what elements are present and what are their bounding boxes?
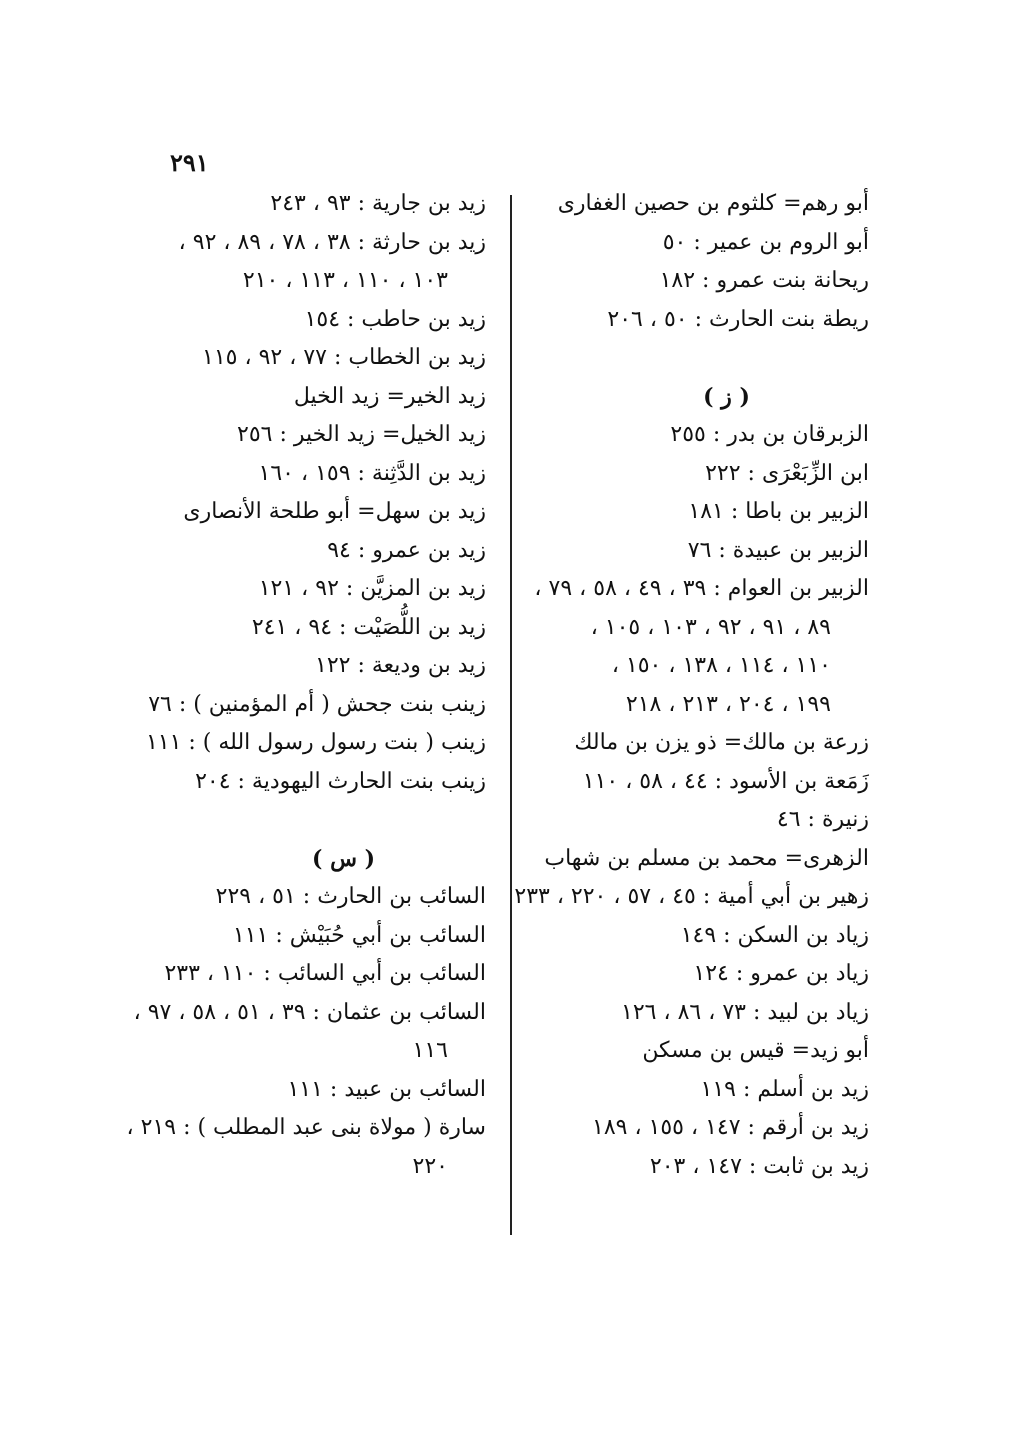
- index-column-right: [514, 185, 869, 1186]
- index-entry: زيد بن ثابت : ١٤٧ ، ٢٠٣: [649, 1153, 869, 1179]
- section-heading: ( س ): [312, 845, 375, 872]
- index-entry-continuation: ٨٩ ، ٩١ ، ٩٢ ، ١٠٣ ، ١٠٥ ،: [590, 614, 831, 640]
- section-heading: ( ز ): [703, 383, 750, 410]
- index-entry: الزبرقان بن بدر : ٢٥٥: [670, 422, 869, 447]
- index-entry: ريحانة بنت عمرو : ١٨٢: [659, 268, 869, 293]
- index-entry: الزبير بن عبيدة : ٧٦: [687, 537, 869, 563]
- column-divider: [510, 195, 512, 1235]
- index-entry: أبو رهم= كلثوم بن حصين الغفارى: [557, 191, 869, 216]
- index-entry: زيد بن جارية : ٩٣ ، ٢٤٣: [270, 191, 486, 216]
- index-entry-continuation: ١١٠ ، ١١٤ ، ١٣٨ ، ١٥٠ ،: [611, 653, 831, 678]
- index-entry: ابن الزِّبَعْرَى : ٢٢٢: [705, 460, 869, 486]
- index-entry: زيد بن وديعة : ١٢٢: [315, 653, 486, 678]
- index-entry: زهير بن أبي أمية : ٤٥ ، ٥٧ ، ٢٢٠ ، ٢٣٣: [514, 884, 869, 909]
- index-entry-continuation: ١٠٣ ، ١١٠ ، ١١٣ ، ٢١٠: [242, 268, 448, 293]
- index-entry: أبو زيد= قيس بن مسكن: [642, 1038, 869, 1063]
- index-entry: ريطة بنت الحارث : ٥٠ ، ٢٠٦: [607, 306, 869, 332]
- index-entry: زيد بن المزيَّن : ٩٢ ، ١٢١: [258, 576, 486, 601]
- index-entry: زيد بن سهل= أبو طلحة الأنصارى: [183, 499, 486, 524]
- index-entry: زينب ( بنت رسول رسول الله ) : ١١١: [145, 730, 486, 755]
- index-entry: زَمَعة بن الأسود : ٤٤ ، ٥٨ ، ١١٠: [582, 768, 869, 794]
- index-entry: زنيرة : ٤٦: [776, 807, 869, 832]
- index-entry: زيد الخيل= زيد الخير : ٢٥٦: [237, 422, 486, 447]
- index-entry: الزهرى= محمد بن مسلم بن شهاب: [544, 845, 869, 871]
- index-entry: زياد بن لبيد : ٧٣ ، ٨٦ ، ١٢٦: [621, 999, 869, 1025]
- index-entry: السائب بن عبيد : ١١١: [287, 1076, 486, 1102]
- index-entry: زيد الخير= زيد الخيل: [293, 383, 486, 409]
- index-entry-continuation: ١١٦: [412, 1038, 448, 1063]
- index-entry: زرعة بن مالك= ذو يزن بن مالك: [574, 730, 869, 755]
- index-entry-continuation: ١٩٩ ، ٢٠٤ ، ٢١٣ ، ٢١٨: [625, 691, 831, 717]
- index-entry: زيد بن أسلم : ١١٩: [700, 1076, 869, 1102]
- index-entry: السائب بن عثمان : ٣٩ ، ٥١ ، ٥٨ ، ٩٧ ،: [133, 999, 486, 1025]
- index-column-left: [126, 185, 486, 1186]
- index-entry: زيد بن أرقم : ١٤٧ ، ١٥٥ ، ١٨٩: [592, 1115, 869, 1140]
- index-entry: السائب بن الحارث : ٥١ ، ٢٢٩: [215, 884, 486, 909]
- page-number: ٢٩١: [170, 148, 209, 177]
- index-entry: زينب بنت الحارث اليهودية : ٢٠٤: [195, 768, 486, 794]
- index-entry-continuation: ٢٢٠: [412, 1153, 448, 1179]
- index-entry: زيد بن الخطاب : ٧٧ ، ٩٢ ، ١١٥: [202, 345, 486, 370]
- index-entry: زياد بن عمرو : ١٢٤: [693, 961, 869, 986]
- index-entry: زيد بن الدَّثِنة : ١٥٩ ، ١٦٠: [258, 460, 486, 486]
- index-entry: أبو الروم بن عمير : ٥٠: [662, 229, 869, 255]
- index-entry: زيد بن عمرو : ٩٤: [327, 537, 486, 563]
- index-entry: السائب بن أبي السائب : ١١٠ ، ٢٣٣: [164, 961, 486, 986]
- index-entry: زياد بن السكن : ١٤٩: [680, 922, 869, 948]
- index-entry: الزبير بن العوام : ٣٩ ، ٤٩ ، ٥٨ ، ٧٩ ،: [534, 576, 869, 601]
- index-entry: زيد بن حارثة : ٣٨ ، ٧٨ ، ٨٩ ، ٩٢ ،: [178, 229, 486, 255]
- index-entry: زينب بنت جحش ( أم المؤمنين ) : ٧٦: [148, 691, 486, 717]
- index-entry: زيد بن حاطب : ١٥٤: [304, 306, 486, 332]
- index-entry: زيد بن اللُّصَيْت : ٩٤ ، ٢٤١: [251, 614, 486, 640]
- spacer: [524, 339, 869, 378]
- index-entry: سارة ( مولاة بنى عبد المطلب ) : ٢١٩ ،: [126, 1115, 486, 1140]
- index-entry: الزبير بن باطا : ١٨١: [688, 499, 869, 524]
- index-entry: السائب بن أبي حُبَيْش : ١١١: [232, 922, 486, 948]
- spacer: [141, 801, 486, 840]
